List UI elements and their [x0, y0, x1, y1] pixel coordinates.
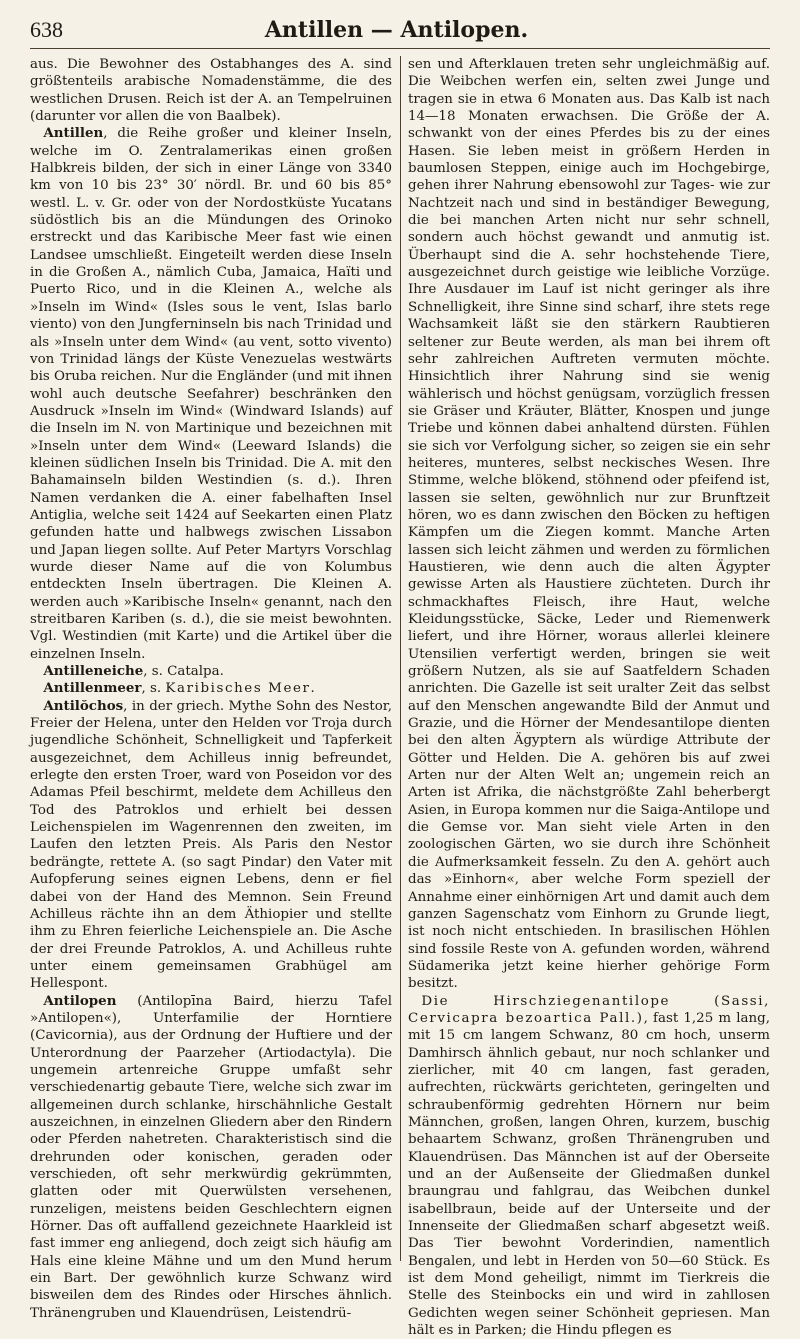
- column-divider: [400, 56, 401, 1261]
- entry-text: , in der griech. Mythe Sohn des Nestor, Freier der Helena, unter den Helden vor Troja durch jugendliche Schönheit, Schnelligkeit und Tapferkeit ausgezeichnet, dem Achilleus innig befreundet, erlegte den ersten Troer, ward von Poseidon vor des Adamas Pfeil beschirmt, meldete dem Achilleus den Tod des Patroklos und erhielt bei dessen Leichenspielen im Wagenrennen den zweiten, im Laufen den letzten Preis. Als Paris den Nestor bedrängte, rettete A. (so sagt Pindar) den Vater mit Aufopferung seines eignen Lebens, denn er fiel dabei von der Hand des Memnon. Sein Freund Achilleus rächte ihn an dem Äthiopier und stellte ihm zu Ehren feierliche Leichenspiele an. Die Asche der drei Freunde Patroklos, A. und Achilleus ruhte unter einem gemeinsamen Grabhügel am Hellespont.: [30, 698, 392, 992]
- species-name: Die Hirschziegenantilope (Sassi, Cervicapra bezoartica Pall.): [408, 993, 770, 1026]
- headword-antilopen: Antilopen: [43, 992, 117, 1009]
- entry-antilopen: [30, 993, 392, 1323]
- left-column: [30, 56, 392, 1321]
- headword-antilochos: Antilŏchos: [43, 697, 124, 714]
- running-head: Antillen — Antilopen.: [264, 17, 529, 43]
- entry-antillen: [30, 125, 392, 663]
- headword-antilleneiche: Antilleneiche: [43, 663, 144, 680]
- page-number: 638: [30, 17, 63, 42]
- entry-antillenmeer: Antillenmeer, s. Karibisches Meer.: [43, 680, 315, 697]
- entry-text: , die Reihe großer und kleiner Inseln, welche im O. Zentralamerikas einen großen Halbkreis bilden, der sich in einer Länge von 3340 km von 10 bis 23° 30′ nördl. Br. und 60 bis 85° westl. L. v. Gr. oder von der Nordostküste Yucatans südöstlich bis an die Mündungen des Orinoko erstreckt und das Karibische Meer fast wie einen Landsee umschließt. Eingeteilt werden diese Inseln in die Großen A., nämlich Cuba, Jamaica, Haïti und Puerto Rico, und in die Kleinen A., welche als »Inseln im Wind« (Isles sous le vent, Islas barlo viento) von den Jungferninseln bis nach Trinidad und als »Inseln unter dem Wind« (au vent, sotto vivento) von Trinidad längs der Küste Venezuelas westwärts bis Oruba reichen. Nur die Engländer (und mit ihnen wohl auch deutsche Seefahrer) beschränken den Ausdruck »Inseln im Wind« (Windward Islands) auf die Inseln im N. von Martinique und bezeichnen mit »Inseln unter dem Wind« (Leeward Islands) die kleinen südlichen Inseln bis Trinidad. Die A. mit den Bahamainseln bilden Westindien (s. d.). Ihren Namen verdanken die A. einer fabelhaften Insel Antiglia, welche seit 1424 auf Seekarten einen Platz gefunden hatte und halbwegs zwischen Lissabon und Japan liegen sollte. Auf Peter Martyrs Vorschlag wurde dieser Name auf die von Kolumbus entdeckten Inseln übertragen. Die Kleinen A. werden auch »Karibische Inseln« genannt, nach den streitbaren Kariben (s. d.), die sie meist bewohnten. Vgl. Westindien (mit Karte) und die Artikel über die einzelnen Inseln.: [30, 126, 392, 662]
- entry-antilopen-continued: sen und Afterklauen treten sehr ungleichmäßig auf. Die Weibchen werfen ein, selten zwei Junge und tragen sie in etwa 6 Monaten aus. Das Kalb ist nach 14—18 Monaten erwachsen. Die Größe der A. schwankt von der eines Pferdes bis zu der eines Hasen. Sie leben meist in größern Herden in baumlosen Steppen, einige auch im Hochgebirge, gehen ihrer Nahrung ebensowohl zur Tages- wie zur Nachtzeit nach und sind in beständiger Bewegung, die bei manchen Arten nicht nur sehr schnell, sondern auch höchst gewandt und anmutig ist. Überhaupt sind die A. sehr hochstehende Tiere, ausgezeichnet durch geistige wie leibliche Vorzüge. Ihre Ausdauer im Lauf ist nicht geringer als ihre Schnelligkeit, ihre Sinne sind scharf, ihre stets rege Wachsamkeit läßt sie den stärkern Raubtieren seltener zur Beute werden, als man bei ihrem oft sehr zahlreichen Auftreten vermuten möchte. Hinsichtlich ihrer Nahrung sind sie wenig wählerisch und höchst genügsam, vorzüglich fressen sie Gräser und Kräuter, Blätter, Knospen und junge Triebe und können dabei anhaltend dürsten. Fühlen sie sich vor Verfolgung sicher, so zeigen sie ein sehr heiteres, munteres, selbst neckisches Wesen. Ihre Stimme, welche blökend, stöhnend oder pfeifend ist, lassen sie selten, gewöhnlich nur zur Brunftzeit hören, wo es dann zwischen den Böcken zu heftigen Kämpfen um die Ziegen kommt. Manche Arten lassen sich leicht zähmen und werden zu förmlichen Haustieren, wie denn auch die alten Ägypter gewisse Arten als Haustiere züchteten. Durch ihr schmackhaftes Fleisch, ihre Haut, welche Kleidungsstücke, Säcke, Leder und Riemenwerk liefert, und ihre Hörner, woraus allerlei kleinere Utensilien verfertigt werden, bringen sie weit größern Nutzen, als sie auf Saatfeldern Schaden anrichten. Die Gazelle ist seit uralter Zeit das selbst auf den Menschen angewandte Bild der Anmut und Grazie, und die Hörner der Mendesantilope dienten bei den alten Ägyptern als würdige Attribute der Götter und Helden. Die A. gehören bis auf zwei Arten nur der Alten Welt an; ungemein reich an Arten ist Afrika, die nächstgrößte Zahl beherbergt Asien, in Europa kommen nur die Saiga-Antilope und die Gemse vor. Man sieht viele Arten in den zoologischen Gärten, wo sie durch ihre Schönheit die Aufmerksamkeit fesseln. Zu den A. gehört auch das »Einhorn«, aber welche Form speziell der Annahme einer einhörnigen Art und damit auch dem ganzen Sagenschatz vom Einhorn zu Grunde liegt, ist noch nicht entschieden. In brasilischen Höhlen sind fossile Reste von A. gefunden worden, während Südamerika jetzt keine hierher gehörige Form besitzt.: [408, 57, 770, 992]
- cross-reference: Karibisches Meer: [165, 681, 311, 697]
- entry-antilochos: [30, 698, 392, 993]
- right-column: [408, 56, 770, 1339]
- headword-antillenmeer: Antillenmeer: [43, 680, 142, 697]
- entry-text: , s. Catalpa.: [143, 664, 224, 680]
- entry-hirschziegenantilope: [408, 993, 770, 1339]
- entry-antilleneiche: [30, 663, 392, 680]
- entry-text: , fast 1,25 m lang, mit 15 cm langem Schwanz, 80 cm hoch, unserm Damhirsch ähnlich gebaut, nur noch schlanker und zierlicher, mit 40 cm langen, fast geraden, aufrechten, rückwärts gerichteten, geringelten und schraubenförmig gedrehten Hörnern nur beim Männchen, großen, langen Ohren, kurzem, buschig behaartem Schwanz, großen Thränengruben und Klauendrüsen. Das Männchen ist auf der Oberseite und an der Außenseite der Gliedmaßen dunkel braungrau und fahlgrau, das Weibchen dunkel isabellbraun, beide auf der Unterseite und der Innenseite der Gliedmaßen scharf abgesetzt weiß. Das Tier bewohnt Vorderindien, namentlich Bengalen, und lebt in Herden von 50—60 Stück. Es ist dem Mond geheiligt, nimmt im Tierkreis die Stelle des Steinbocks ein und wird in zahllosen Gedichten wegen seiner Schönheit gepriesen. Man hält es in Parken; die Hindu pflegen es: [408, 1010, 770, 1339]
- text-columns: [30, 56, 770, 1339]
- page-header: [30, 12, 770, 49]
- headword-antillen: Antillen: [43, 125, 104, 142]
- entry-continuation: aus. Die Bewohner des Ostabhanges des A. sind größtenteils arabische Nomadenstämme, die des westlichen Drusen. Reich ist der A. an Tempelruinen (darunter vor allen die von Baalbek).: [30, 57, 392, 125]
- entry-text: (Antilopīna Baird, hierzu Tafel »Antilopen«), Unterfamilie der Horntiere (Cavicornia), aus der Ordnung der Huftiere und der Unterordnung der Paarzeher (Artiodactyla). Die ungemein artenreiche Gruppe umfaßt sehr verschiedenartig gebaute Tiere, welche sich zwar im allgemeinen durch schlanke, hirschähnliche Gestalt auszeichnen, in einzelnen Gliedern aber den Rindern oder Pferden nahetreten. Charakteristisch sind die drehrunden oder konischen, geraden oder verschieden, oft sehr merkwürdig gekrümmten, glatten oder mit Querwülsten versehenen, runzeligen, meistens beiden Geschlechtern eignen Hörner. Das oft auffallend gezeichnete Haarkleid ist fast immer eng anliegend, doch zeigt sich häufig am Hals eine kleine Mähne und um den Mund herum ein Bart. Der gewöhnlich kurze Schwanz wird bisweilen dem des Rindes oder Hirsches ähnlich. Thränengruben und Klauendrüsen, Leistendrü-: [30, 993, 392, 1321]
